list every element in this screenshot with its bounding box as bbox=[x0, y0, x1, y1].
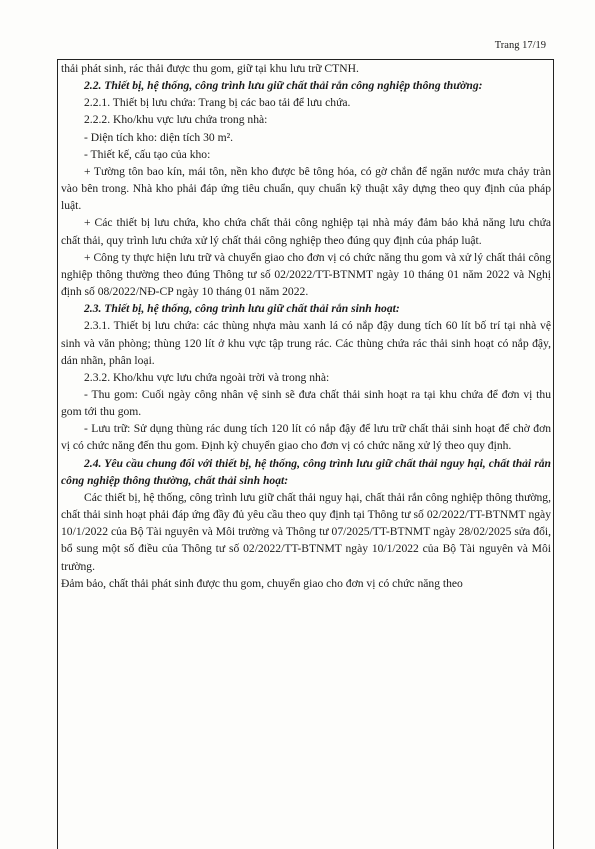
paragraph: + Tường tôn bao kín, mái tôn, nền kho được bê tông hóa, có gờ chắn để ngăn nước mưa chảy tràn vào bên trong. Nhà kho phải đáp ứng tiêu chuẩn, quy chuẩn kỹ thuật xây dựng theo quy định của pháp luật. bbox=[61, 164, 551, 213]
paragraph: thải phát sinh, rác thải được thu gom, giữ tại khu lưu trữ CTNH. bbox=[61, 62, 359, 75]
paragraph: 2.2.1. Thiết bị lưu chứa: Trang bị các bao tải để lưu chứa. bbox=[84, 96, 351, 110]
section-heading-2-2: 2.2. Thiết bị, hệ thống, công trình lưu giữ chất thải rắn công nghiệp thông thường: bbox=[84, 79, 483, 93]
section-heading-2-3: 2.3. Thiết bị, hệ thống, công trình lưu giữ chất thải rắn sinh hoạt: bbox=[84, 302, 400, 316]
paragraph: - Diện tích kho: diện tích 30 m². bbox=[84, 130, 234, 144]
paragraph: 2.3.1. Thiết bị lưu chứa: các thùng nhựa màu xanh lá có nắp đậy dung tích 60 lít bố trí tại nhà vệ sinh và văn phòng; thùng 120 lít ở khu vực tập trung rác. Các thùng chứa rác thải sinh hoạt có nắp đậy, dán nhãn, phân loại. bbox=[61, 319, 551, 367]
paragraph: - Thiết kế, cấu tạo của kho: bbox=[84, 147, 211, 161]
paragraph: Các thiết bị, hệ thống, công trình lưu giữ chất thải nguy hại, chất thải rắn công nghiệp thông thường, chất thải sinh hoạt phải đáp ứng đầy đủ yêu cầu theo quy định tại Thông tư số 02/2022/TT-BTNMT ngày 10/1/2022 của Bộ Tài nguyên và Môi trường và Thông tư 07/2025/TT-BTNMT ngày 28/02/2025 sửa đổi, bổ sung một số điều của Thông tư số 02/2022/TT-BTNMT ngày 10/1/2022 của Bộ Tài nguyên và Môi trường. bbox=[61, 490, 551, 573]
paragraph: + Các thiết bị lưu chứa, kho chứa chất thải công nghiệp tại nhà máy đảm bảo khả năng lưu chứa chất thải, quy trình lưu chứa xử lý chất thải công nghiệp theo đúng quy định của pháp luật. bbox=[61, 216, 551, 247]
paragraph: 2.3.2. Kho/khu vực lưu chứa ngoài trời và trong nhà: bbox=[84, 370, 330, 384]
paragraph: 2.2.2. Kho/khu vực lưu chứa trong nhà: bbox=[84, 113, 268, 127]
paragraph: - Thu gom: Cuối ngày công nhân vệ sinh sẽ đưa chất thải sinh hoạt ra tại khu chứa để đơn vị thu gom tới thu gom. bbox=[61, 387, 551, 419]
paragraph: - Lưu trữ: Sử dụng thùng rác dung tích 120 lít có nắp đậy để lưu trữ chất thải sinh hoạt để chờ đơn vị có chức năng đến thu gom. Định kỳ chuyển giao cho đơn vị có chức năng xử lý theo quy định. bbox=[61, 422, 551, 453]
page-number: Trang 17/19 bbox=[494, 40, 546, 51]
document-body bbox=[61, 60, 551, 592]
section-heading-2-4: 2.4. Yêu cầu chung đối với thiết bị, hệ thống, công trình lưu giữ chất thải nguy hại, chất thải rắn công nghiệp thông thường, chất thải sinh hoạt: bbox=[61, 456, 551, 487]
paragraph: Đảm bảo, chất thải phát sinh được thu gom, chuyển giao cho đơn vị có chức năng theo bbox=[61, 576, 463, 590]
paragraph: + Công ty thực hiện lưu trữ và chuyển giao cho đơn vị có chức năng thu gom và xử lý chất thải công nghiệp thông thường theo đúng Thông tư số 02/2022/TT-BTNMT ngày 10 tháng 01 năm 2022 và Nghị định số 08/2022/NĐ-CP ngày 10 tháng 01 năm 2022. bbox=[61, 250, 551, 299]
